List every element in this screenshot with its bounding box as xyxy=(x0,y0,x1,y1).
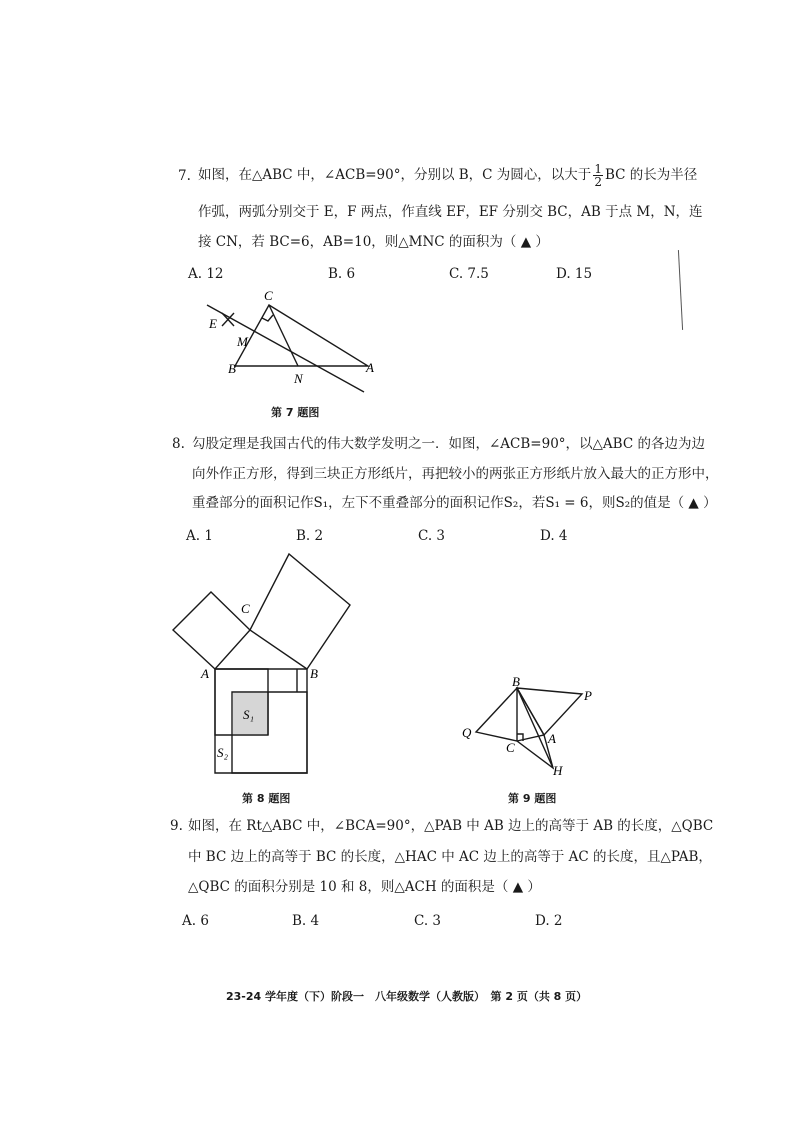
q9-line3: △QBC 的面积分别是 10 和 8，则△ACH 的面积是（ ▲ ） xyxy=(188,879,541,895)
q7-option-a: A. 12 xyxy=(188,266,224,282)
q7-label-e: E xyxy=(209,316,217,331)
q7-option-d: D. 15 xyxy=(556,266,593,282)
q9-line2: 中 BC 边上的高等于 BC 的长度，△HAC 中 AC 边上的高等于 AC 的长度，且△PAB， xyxy=(188,849,712,865)
q8-label-b: B xyxy=(310,666,318,681)
q9-label-q: Q xyxy=(462,725,472,740)
q7-option-b: B. 6 xyxy=(328,266,356,282)
q9-side-bh xyxy=(517,688,553,768)
q9-triangle-pab xyxy=(517,688,582,735)
q9-option-b: B. 4 xyxy=(292,913,320,929)
q7-frac-num: 1 xyxy=(594,162,602,176)
q7-number: 7. xyxy=(178,168,191,184)
q7-option-c: C. 7.5 xyxy=(449,266,489,282)
q8-label-s1: S₁ xyxy=(243,707,255,722)
q7-line2: 作弧，两弧分别交于 E，F 两点，作直线 EF，EF 分别交 BC，AB 于点 M，N，连 xyxy=(198,204,703,220)
q9-label-a: A xyxy=(548,731,556,746)
q9-option-d: D. 2 xyxy=(535,913,563,929)
q8-caption: 第 8 题图 xyxy=(242,792,291,805)
q8-option-b: B. 2 xyxy=(296,528,324,544)
q8-line3: 重叠部分的面积记作S₁，左下不重叠部分的面积记作S₂，若S₁ = 6，则S₂的值是（ ▲ ） xyxy=(192,495,717,511)
q8-line1: 勾股定理是我国古代的伟大数学发明之一．如图，∠ACB=90°，以△ABC 的各边为边 xyxy=(192,436,705,452)
q9-caption: 第 9 题图 xyxy=(508,792,557,805)
q8-number: 8. xyxy=(172,436,185,452)
q8-line2: 向外作正方形，得到三块正方形纸片，再把较小的两张正方形纸片放入最大的正方形中， xyxy=(192,466,719,482)
q8-label-c: C xyxy=(241,601,250,616)
q9-triangle-qbc xyxy=(476,688,517,741)
q9-label-b: B xyxy=(512,674,520,689)
q7-frac-den: 2 xyxy=(594,175,602,189)
q7-line3: 接 CN，若 BC=6，AB=10，则△MNC 的面积为（ ▲ ） xyxy=(198,234,549,250)
q7-caption: 第 7 题图 xyxy=(271,406,320,419)
q9-option-a: A. 6 xyxy=(182,913,209,929)
page-footer: 23-24 学年度（下）阶段一 八年级数学（人教版） 第 2 页（共 8 页） xyxy=(226,990,588,1003)
q7-label-b: B xyxy=(228,361,236,376)
q9-side-ab xyxy=(517,688,544,735)
q8-option-d: D. 4 xyxy=(540,528,568,544)
q9-label-c: C xyxy=(506,740,515,755)
q7-label-m: M xyxy=(237,334,248,349)
q7-line1-pre: 如图，在△ABC 中，∠ACB=90°，分别以 B，C 为圆心，以大于 xyxy=(198,166,592,183)
q8-option-c: C. 3 xyxy=(418,528,446,544)
q7-label-c: C xyxy=(264,288,273,303)
q9-label-p: P xyxy=(584,688,592,703)
q7-label-n: N xyxy=(294,371,303,386)
q7-label-a: A xyxy=(366,360,374,375)
q9-line1: 如图，在 Rt△ABC 中，∠BCA=90°，△PAB 中 AB 边上的高等于 AB 的长度，△QBC xyxy=(188,818,714,834)
q8-label-s2: S₂ xyxy=(217,745,229,760)
q8-option-a: A. 1 xyxy=(186,528,213,544)
q9-option-c: C. 3 xyxy=(414,913,442,929)
q7-line1-post: BC 的长为半径 xyxy=(604,166,698,183)
q9-label-h: H xyxy=(553,763,563,778)
q8-label-a: A xyxy=(201,666,209,681)
q9-number: 9. xyxy=(170,818,183,834)
